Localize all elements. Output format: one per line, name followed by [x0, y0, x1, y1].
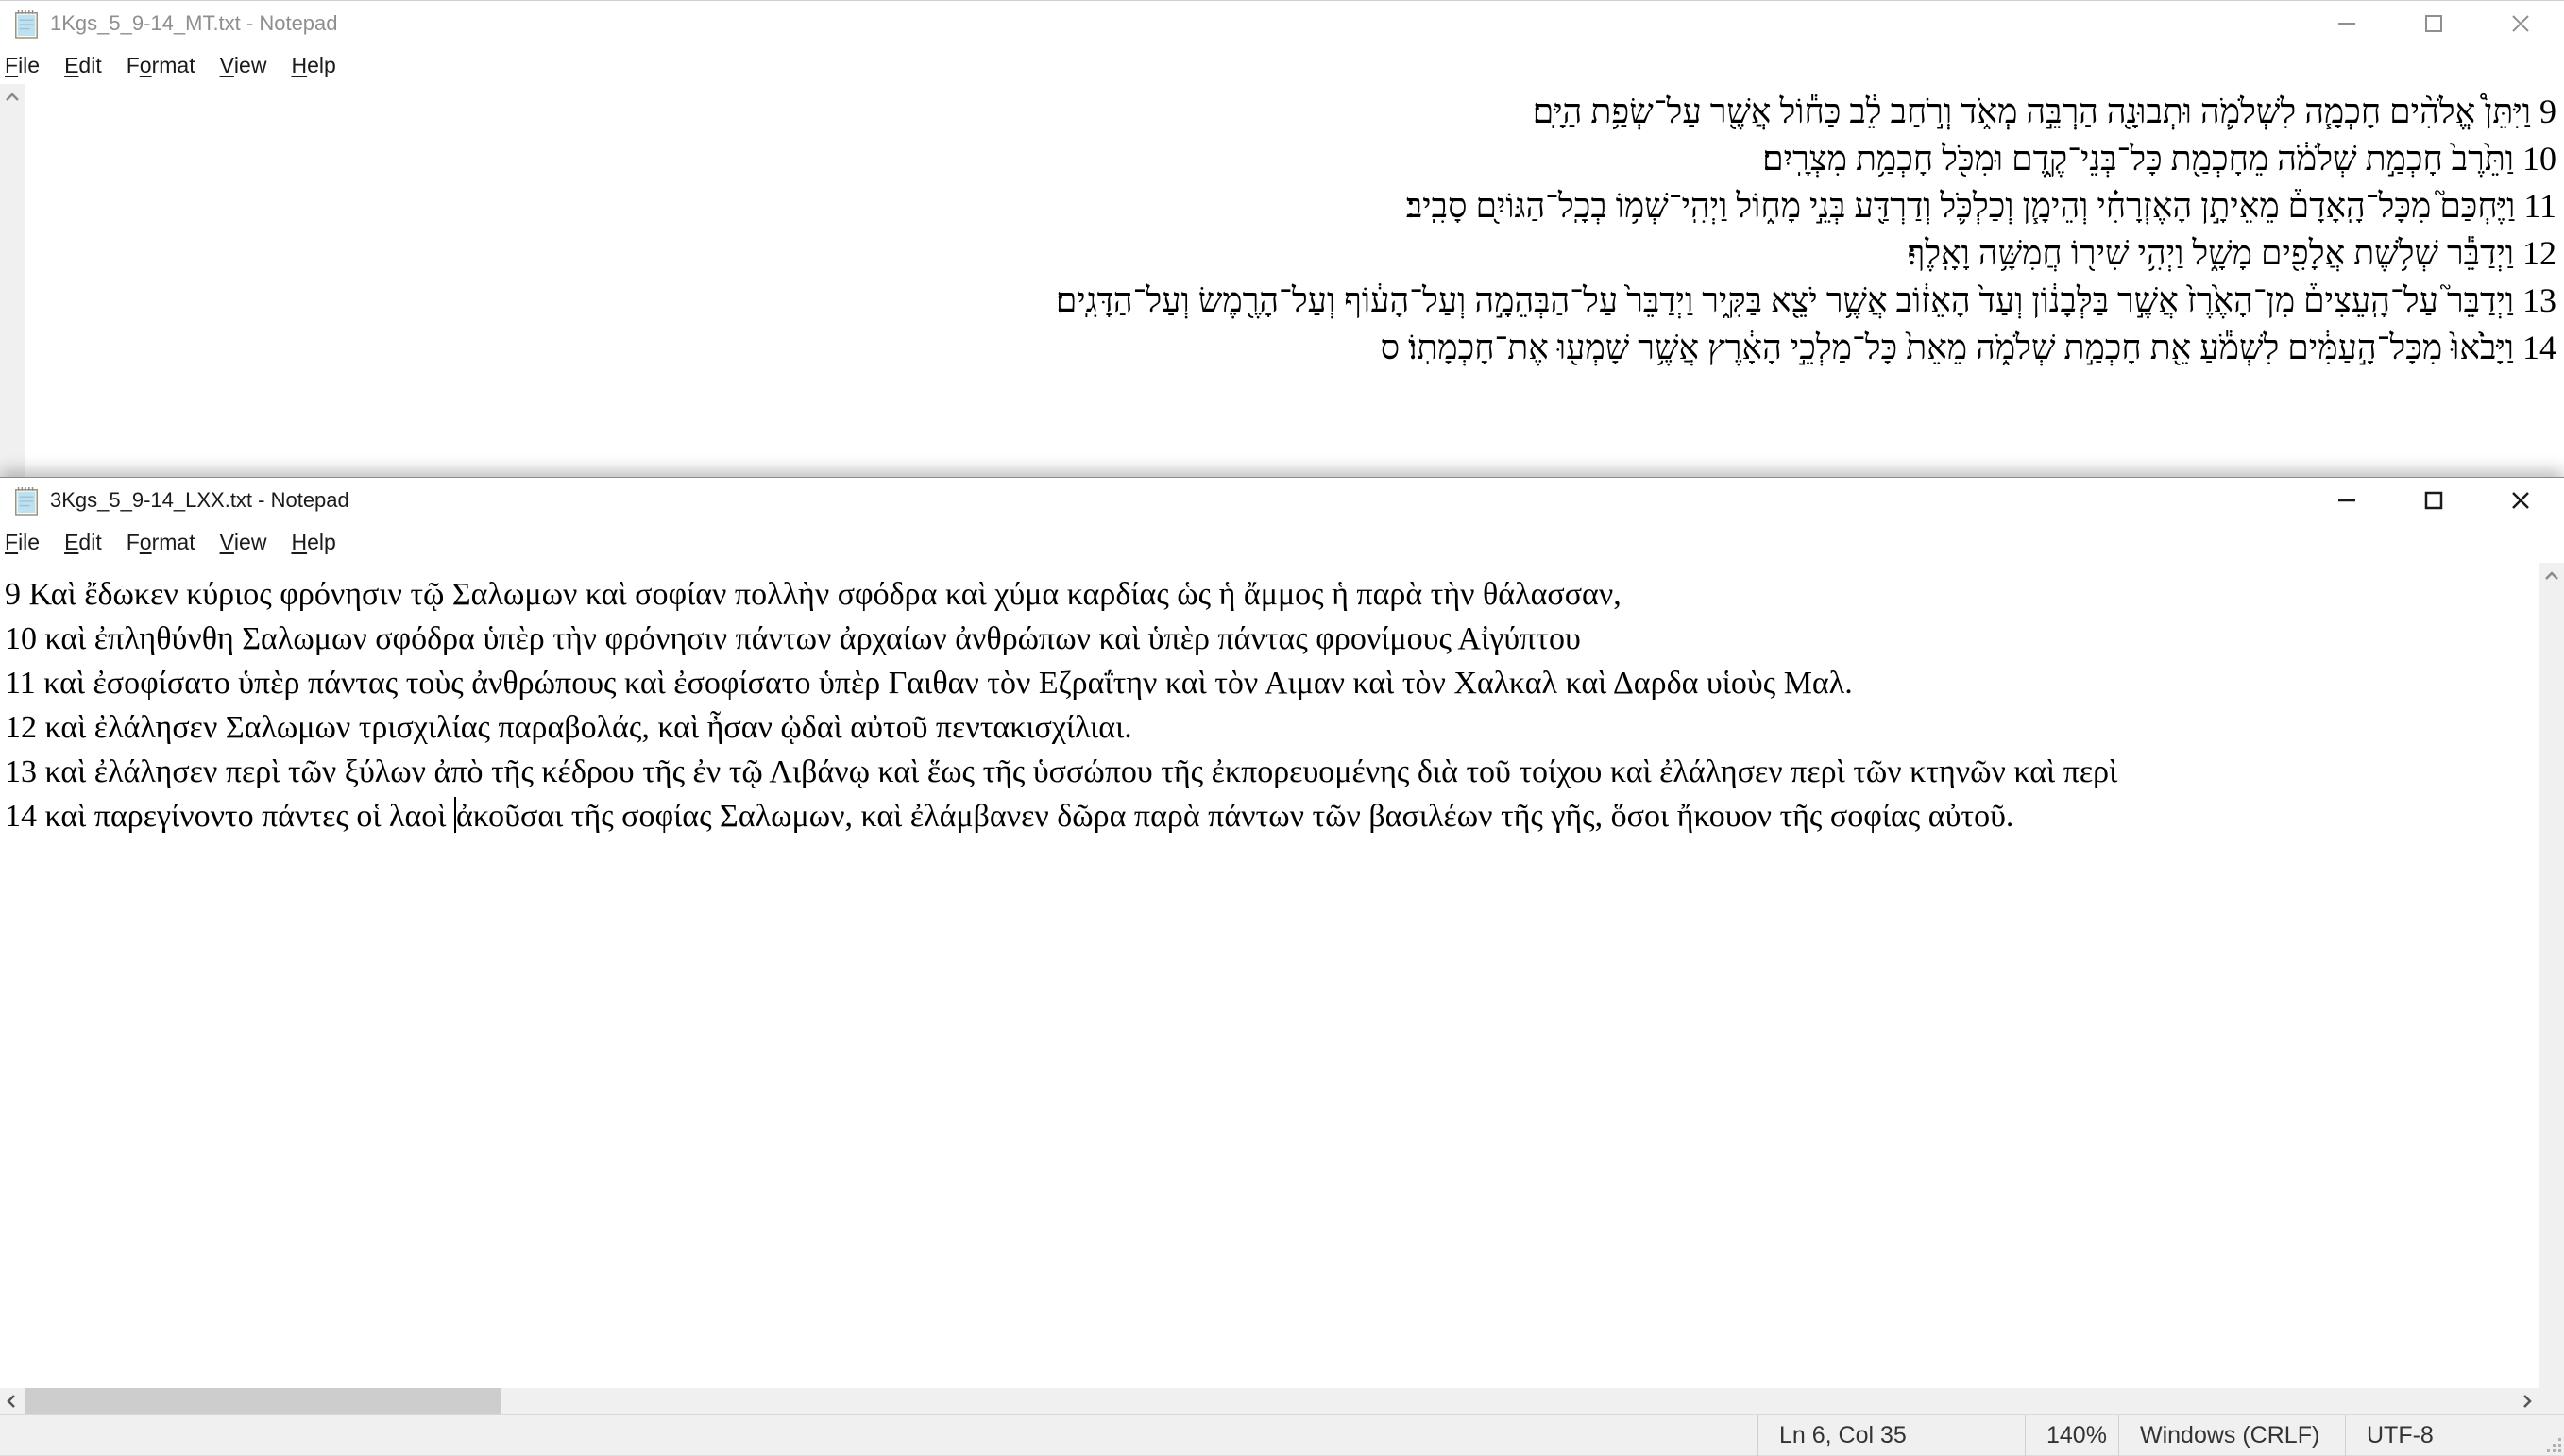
menu-bar — [0, 46, 2564, 84]
notepad-icon[interactable] — [12, 484, 41, 516]
text-area[interactable] — [0, 84, 2564, 477]
menu-item-help[interactable]: H elp — [291, 52, 336, 77]
status-zoom-level: 140% — [2025, 1415, 2118, 1456]
status-bar — [0, 1414, 2564, 1455]
status-cursor-position: Ln 6, Col 35 — [1757, 1415, 2025, 1456]
menu-item-view[interactable]: V iew — [219, 52, 267, 77]
text-line: 12 וַיְדַבֵּ֕ר שְׁלֹ֥שֶׁת אֲלָפִ֖ים מָשָׁ֑ל וַיְהִ֥י שִׁיר֖וֹ חֲמִשָּׁ֥ה וָאָֽלֶף׃ — [1907, 234, 2556, 272]
chevron-up-icon[interactable] — [2539, 565, 2564, 589]
notepad-window-mt — [0, 0, 2564, 477]
notepad-window-lxx — [0, 477, 2564, 1455]
menu-item-view[interactable]: V iew — [219, 529, 267, 554]
text-line: 9 Καὶ ἔδωκεν κύριος φρόνησιν τῷ Σαλωμων καὶ σοφίαν πολλὴν σφόδρα καὶ χύμα καρδίας ὡς ἡ ἄμμος ἡ παρὰ τὴν θάλασσαν, — [5, 577, 1622, 612]
menu-item-format[interactable]: F o rmat — [126, 529, 195, 554]
text-line: 14 וַיָּבֹ֙אוּ֙ מִכָּל־הָ֣עַמִּ֔ים לִשְׁמֹ֕עַ אֵ֖ת חָכְמַ֣ת שְׁלֹמֹ֑ה מֵאֵת֙ כָּל־מַלְכֵ֣י הָאָ֔רֶץ אֲשֶׁ֥ר שָׁמְע֖וּ אֶת־חָכְמָתֽוֹ׃ ס — [1380, 329, 2556, 366]
menu-item-edit[interactable]: E dit — [64, 529, 102, 554]
vertical-scrollbar[interactable] — [0, 84, 25, 477]
text-line: 14 καὶ παρεγίνοντο πάντες οἱ λαοὶ ἀκοῦσαι τῆς σοφίας Σαλωμων, καὶ ἐλάμβανεν δῶρα παρὰ πάντων τῶν βασιλέων τῆς γῆς, ὅσοι ἤκουον τῆς σοφίας αὐτοῦ. — [5, 799, 2014, 834]
text-line: 10 וַתֵּ֙רֶב֙ חָכְמַ֣ת שְׁלֹמֹ֔ה מֵחָכְמַ֖ת כָּל־בְּנֵי־קֶ֑דֶם וּמִכֹּ֖ל חָכְמַ֥ת מִצְרָֽיִם׃ — [1762, 140, 2556, 178]
text-line: 13 וַיְדַבֵּר֮ עַל־הָֽעֵצִים֒ מִן־הָאֶ֙רֶז֙ אֲשֶׁ֣ר בַּלְּבָנ֔וֹן וְעַד֙ הָאֵז֔וֹב אֲשֶׁ֥ר יֹצֵ֖א בַּקִּ֑יר וַיְדַבֵּר֙ עַל־הַבְּהֵמָ֣ה וְעַל־הָע֔וֹף וְעַל־הָרֶ֖מֶשׂ וְעַל־הַדָּגִֽים׃ — [1055, 281, 2556, 319]
status-encoding: UTF-8 — [2345, 1415, 2564, 1456]
window-title: 1Kgs_5_9-14_MT.txt - Notepad — [50, 11, 338, 35]
text-area[interactable] — [0, 563, 2564, 1388]
menu-item-format[interactable]: F o rmat — [126, 52, 195, 77]
text-line: 11 וַיֶּחְכַּם֮ מִכָּל־הָֽאָדָם֒ מֵאֵיתָ֣ן הָאֶזְרָחִ֗י וְהֵימָ֧ן וְכַלְכֹּ֛ל וְדַרְדַּ֖ע בְּנֵ֣י מָח֑וֹל וַיְהִֽי־שְׁמ֥וֹ בְכָֽל־הַגּוֹיִ֖ם סָבִֽיב׃ — [1405, 187, 2556, 225]
maximize-button[interactable] — [2390, 478, 2477, 523]
scrollbar-thumb[interactable] — [25, 1388, 501, 1414]
chevron-up-icon[interactable] — [0, 86, 25, 110]
title-bar[interactable] — [0, 478, 2564, 523]
menu-item-file[interactable]: F ile — [5, 52, 41, 77]
notepad-icon[interactable] — [12, 8, 41, 40]
text-line: 9 וַיִּתֵּן֩ אֱלֹהִ֨ים חָכְמָ֧ה לִשְׁלֹמֹ֛ה וּתְבוּנָ֖ה הַרְבֵּ֣ה מְאֹ֑ד וְרֹ֣חַב לֵ֔ב כַּח֕וֹל אֲשֶׁ֖ר עַל־שְׂפַ֥ת הַיָּֽם׃ — [1532, 93, 2556, 130]
menu-item-help[interactable]: H elp — [291, 529, 336, 554]
chevron-left-icon[interactable] — [0, 1389, 25, 1414]
resize-grip-icon[interactable] — [2544, 1435, 2561, 1452]
text-line: 12 καὶ ἐλάλησεν Σαλωμων τρισχιλίας παραβολάς, καὶ ἦσαν ᾠδαὶ αὐτοῦ πεντακισχίλιαι. — [5, 710, 1132, 745]
minimize-button[interactable] — [2303, 478, 2390, 523]
menu-item-file[interactable]: F ile — [5, 529, 41, 554]
window-title: 3Kgs_5_9-14_LXX.txt - Notepad — [50, 488, 349, 512]
chevron-right-icon[interactable] — [2514, 1389, 2539, 1414]
title-bar[interactable] — [0, 1, 2564, 46]
status-line-ending: Windows (CRLF) — [2118, 1415, 2345, 1456]
minimize-button[interactable] — [2303, 1, 2390, 46]
text-line: 10 καὶ ἐπληθύνθη Σαλωμων σφόδρα ὑπὲρ τὴν φρόνησιν πάντων ἀρχαίων ἀνθρώπων καὶ ὑπὲρ πάντας φρονίμους Αἰγύπτου — [5, 621, 1581, 656]
text-line: 13 καὶ ἐλάλησεν περὶ τῶν ξύλων ἀπὸ τῆς κέδρου τῆς ἐν τῷ Λιβάνῳ καὶ ἕως τῆς ὑσσώπου τῆς ἐκπορευομένης διὰ τοῦ τοίχου καὶ ἐλάλησεν περὶ τῶν κτηνῶν καὶ περὶ — [5, 754, 2118, 789]
close-button[interactable] — [2477, 478, 2564, 523]
maximize-button[interactable] — [2390, 1, 2477, 46]
horizontal-scrollbar[interactable] — [0, 1388, 2564, 1414]
menu-item-edit[interactable]: E dit — [64, 52, 102, 77]
document-text-hebrew[interactable] — [25, 88, 2564, 371]
vertical-scrollbar[interactable] — [2539, 563, 2564, 1388]
menu-bar — [0, 523, 2564, 561]
text-line: 11 καὶ ἐσοφίσατο ὑπὲρ πάντας τοὺς ἀνθρώπους καὶ ἐσοφίσατο ὑπὲρ Γαιθαν τὸν Εζραΐτην καὶ τὸν Αιμαν καὶ τὸν Χαλκαλ καὶ Δαρδα υἱοὺς Μαλ. — [5, 666, 1853, 701]
document-text-greek[interactable] — [0, 572, 2539, 838]
close-button[interactable] — [2477, 1, 2564, 46]
